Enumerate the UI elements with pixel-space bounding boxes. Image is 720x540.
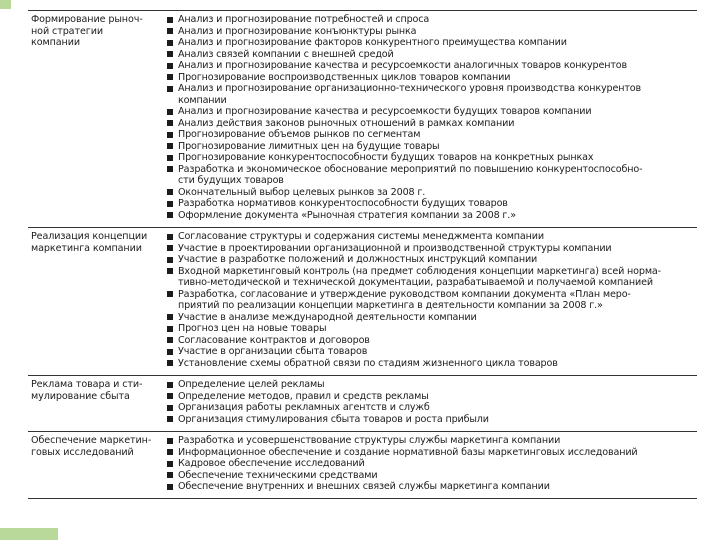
list-item: Прогнозирование конкурентоспособности будущих товаров на конкретных рынках	[166, 152, 697, 164]
list-item: Информационное обеспечение и создание нормативной базы маркетинговых исследований	[166, 447, 697, 459]
section-label: Формирование рыноч- ной стратегии компании	[31, 14, 143, 48]
list-item: Участие в разработке положений и должностных инструкций компании	[166, 254, 697, 266]
table-row	[28, 431, 697, 499]
list-item: Обеспечение техническими средствами	[166, 470, 697, 482]
list-item: Разработка и усовершенствование структуры службы маркетинга компании	[166, 435, 697, 447]
list-item: Входной маркетинговый контроль (на предмет соблюдения концепции маркетинга) всей норма- тивно-методической и технической документации, разрабатываемой и получаемой компанией	[166, 266, 697, 289]
bullet-list	[166, 435, 697, 493]
corner-accent-bottom-left	[0, 528, 58, 540]
section-label: Реклама товара и сти- мулирование сбыта	[31, 379, 143, 402]
corner-accent-top-left	[0, 0, 11, 9]
list-item: Определение методов, правил и средств рекламы	[166, 391, 697, 403]
list-item: Обеспечение внутренних и внешних связей службы маркетинга компании	[166, 481, 697, 493]
list-item: Прогноз цен на новые товары	[166, 323, 697, 335]
list-item: Согласование контрактов и договоров	[166, 335, 697, 347]
list-item: Установление схемы обратной связи по стадиям жизненного цикла товаров	[166, 358, 697, 370]
list-item: Прогнозирование лимитных цен на будущие товары	[166, 141, 697, 153]
bullet-list	[166, 379, 697, 425]
list-item: Разработка нормативов конкурентоспособности будущих товаров	[166, 198, 697, 210]
bullet-list	[166, 231, 697, 369]
bullet-list	[166, 14, 697, 221]
list-item: Анализ и прогнозирование организационно-технического уровня производства конкурентов компании	[166, 83, 697, 106]
list-item: Организация стимулирования сбыта товаров и роста прибыли	[166, 414, 697, 426]
table-row	[28, 227, 697, 375]
list-item: Участие в анализе международной деятельности компании	[166, 312, 697, 324]
list-item: Участие в организации сбыта товаров	[166, 346, 697, 358]
list-item: Разработка и экономическое обоснование мероприятий по повышению конкурентоспособно- сти будущих товаров	[166, 164, 697, 187]
list-item: Анализ и прогнозирование качества и ресурсоемкости будущих товаров компании	[166, 106, 697, 118]
list-item: Окончательный выбор целевых рынков за 2008 г.	[166, 187, 697, 199]
list-item: Участие в проектировании организационной и производственной структуры компании	[166, 243, 697, 255]
list-item: Кадровое обеспечение исследований	[166, 458, 697, 470]
section-label: Реализация концепции маркетинга компании	[31, 231, 148, 254]
list-item: Организация работы рекламных агентств и служб	[166, 402, 697, 414]
list-item: Анализ связей компании с внешней средой	[166, 49, 697, 61]
list-item: Анализ и прогнозирование конъюнктуры рынка	[166, 26, 697, 38]
list-item: Анализ и прогнозирование потребностей и спроса	[166, 14, 697, 26]
list-item: Анализ и прогнозирование факторов конкурентного преимущества компании	[166, 37, 697, 49]
table-row	[28, 375, 697, 431]
list-item: Определение целей рекламы	[166, 379, 697, 391]
list-item: Согласование структуры и содержания системы менеджмента компании	[166, 231, 697, 243]
section-label: Обеспечение маркетин- говых исследований	[31, 435, 152, 458]
list-item: Анализ действия законов рыночных отношений в рамках компании	[166, 118, 697, 130]
list-item: Прогнозирование объемов рынков по сегментам	[166, 129, 697, 141]
list-item: Разработка, согласование и утверждение руководством компании документа «План меро- приятий по реализации концепции маркетинга в деятельности компании за 2008 г.»	[166, 289, 697, 312]
table-row	[28, 10, 697, 227]
marketing-functions-table	[28, 10, 697, 499]
list-item: Прогнозирование воспроизводственных циклов товаров компании	[166, 72, 697, 84]
list-item: Оформление документа «Рыночная стратегия компании за 2008 г.»	[166, 210, 697, 222]
list-item: Анализ и прогнозирование качества и ресурсоемкости аналогичных товаров конкурентов	[166, 60, 697, 72]
